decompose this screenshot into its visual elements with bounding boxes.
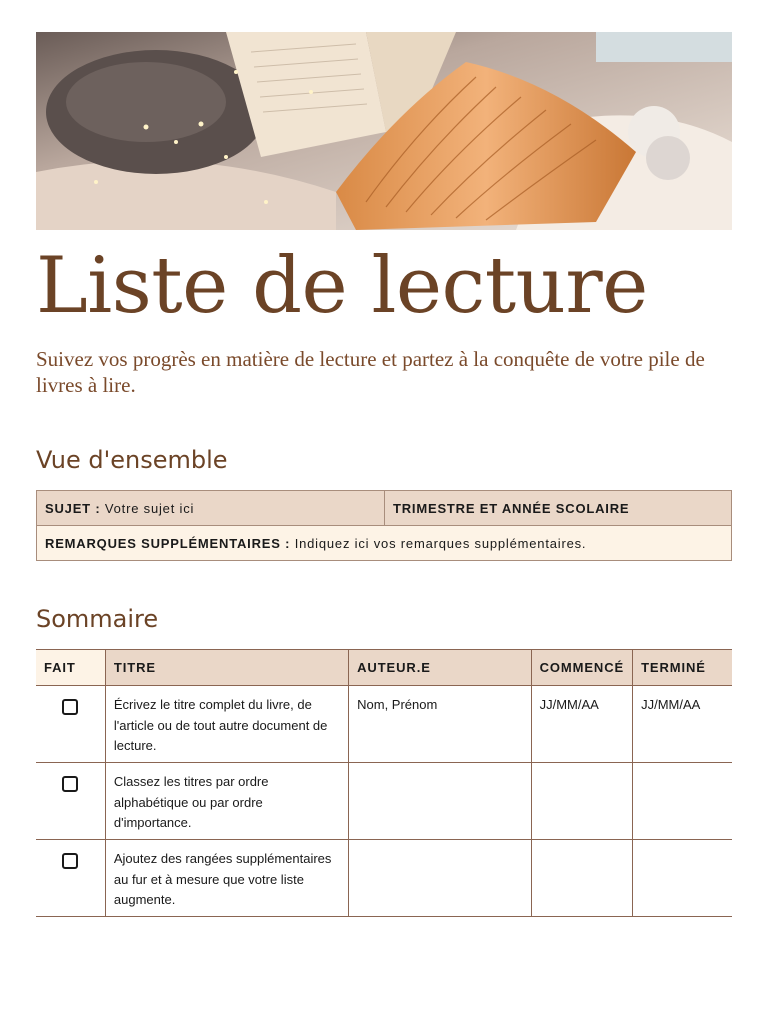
books-photo-illustration bbox=[36, 32, 732, 230]
finished-cell[interactable] bbox=[633, 840, 732, 917]
notes-cell[interactable] bbox=[37, 526, 732, 561]
started-cell[interactable] bbox=[531, 763, 632, 840]
subject-cell[interactable] bbox=[37, 491, 385, 526]
checkbox[interactable] bbox=[62, 853, 78, 869]
term-cell[interactable] bbox=[385, 491, 732, 526]
col-header-title: TITRE bbox=[105, 650, 348, 686]
subject-label: SUJET : bbox=[45, 500, 101, 516]
summary-table bbox=[36, 649, 732, 917]
done-cell bbox=[36, 763, 105, 840]
title-cell[interactable]: Ajoutez des rangées supplémentaires au fur et à mesure que votre liste augmente. bbox=[105, 840, 348, 917]
page-title: Liste de lecture bbox=[36, 241, 648, 331]
subject-value: Votre sujet ici bbox=[104, 500, 195, 516]
col-header-author: AUTEUR.E bbox=[349, 650, 531, 686]
summary-header-row bbox=[36, 650, 732, 686]
table-row bbox=[36, 763, 732, 840]
title-cell[interactable]: Écrivez le titre complet du livre, de l'article ou de tout autre document de lecture. bbox=[105, 686, 348, 763]
term-label: TRIMESTRE ET ANNÉE SCOLAIRE bbox=[393, 500, 630, 516]
author-cell[interactable]: Nom, Prénom bbox=[349, 686, 531, 763]
done-cell bbox=[36, 686, 105, 763]
overview-row-subject bbox=[37, 491, 732, 526]
author-cell[interactable] bbox=[349, 763, 531, 840]
overview-heading: Vue d'ensemble bbox=[36, 446, 228, 474]
finished-cell[interactable]: JJ/MM/AA bbox=[633, 686, 732, 763]
title-cell[interactable]: Classez les titres par ordre alphabétique ou par ordre d'importance. bbox=[105, 763, 348, 840]
notes-value: Indiquez ici vos remarques supplémentaires. bbox=[294, 535, 587, 551]
col-header-started: COMMENCÉ bbox=[531, 650, 632, 686]
checkbox[interactable] bbox=[62, 699, 78, 715]
started-cell[interactable]: JJ/MM/AA bbox=[531, 686, 632, 763]
done-cell bbox=[36, 840, 105, 917]
finished-cell[interactable] bbox=[633, 763, 732, 840]
table-row bbox=[36, 840, 732, 917]
col-header-finished: TERMINÉ bbox=[633, 650, 732, 686]
col-header-done: FAIT bbox=[36, 650, 105, 686]
notes-label: REMARQUES SUPPLÉMENTAIRES : bbox=[45, 535, 291, 551]
checkbox[interactable] bbox=[62, 776, 78, 792]
author-cell[interactable] bbox=[349, 840, 531, 917]
overview-table bbox=[36, 490, 732, 561]
table-row bbox=[36, 686, 732, 763]
overview-row-notes bbox=[37, 526, 732, 561]
header-photo bbox=[36, 32, 732, 230]
started-cell[interactable] bbox=[531, 840, 632, 917]
page bbox=[36, 32, 732, 917]
page-subtitle: Suivez vos progrès en matière de lecture et partez à la conquête de votre pile de livres à lire. bbox=[36, 347, 705, 397]
summary-heading: Sommaire bbox=[36, 605, 159, 633]
